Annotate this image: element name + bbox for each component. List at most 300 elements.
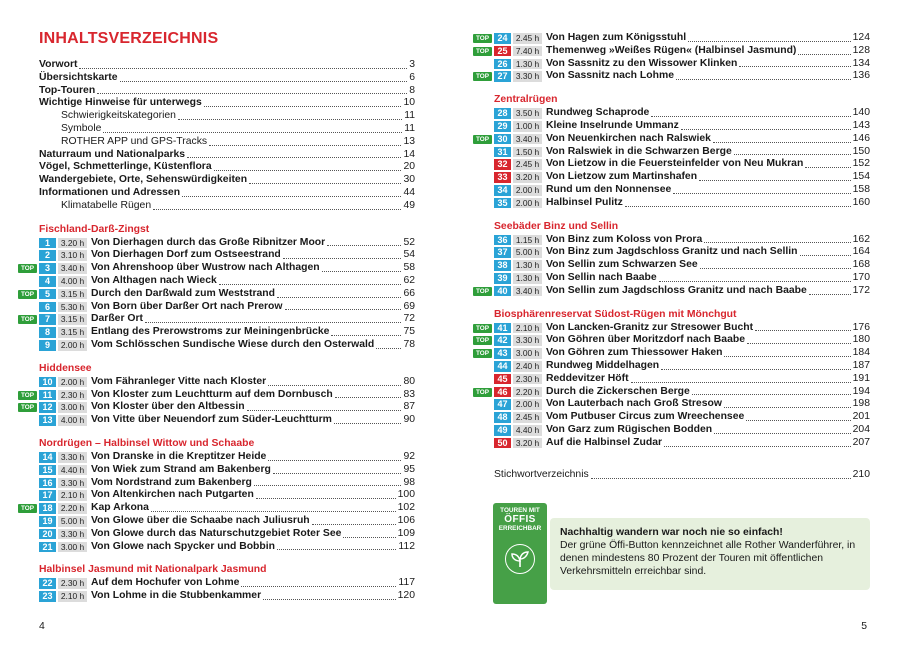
tour-duration: 3.30 h (513, 335, 542, 346)
tour-row[interactable] (475, 44, 870, 58)
toc-label: Top-Touren (39, 84, 96, 96)
tour-page: 102 (397, 502, 415, 514)
tour-page: 204 (852, 423, 870, 435)
section-title: Zentralrügen (494, 94, 558, 106)
toc-page: 11 (404, 110, 415, 122)
tour-number: 6 (39, 302, 56, 313)
tour-name: Von Dierhagen Dorf zum Ostseestrand (91, 249, 281, 261)
tour-page: 187 (852, 359, 870, 371)
tour-duration: 4.40 h (58, 465, 87, 476)
leader-dots (263, 599, 396, 600)
toc-label: Übersichtskarte (39, 71, 118, 83)
leader-dots (312, 524, 396, 525)
tour-row[interactable] (494, 360, 870, 373)
tour-name: Von Binz zum Jagdschloss Granitz und nach Sellin (546, 246, 798, 258)
tour-row[interactable] (39, 515, 415, 528)
tour-page: 152 (852, 158, 870, 170)
tour-page: 54 (403, 249, 415, 261)
tour-duration: 3.20 h (58, 238, 87, 249)
leader-dots (254, 485, 402, 486)
leader-dots (204, 106, 402, 107)
top-badge: TOP (18, 290, 37, 299)
tour-page: 83 (403, 388, 415, 400)
leader-dots (151, 511, 396, 512)
leader-dots (343, 537, 395, 538)
tour-name: Von Göhren über Moritzdorf nach Baabe (546, 334, 745, 346)
tour-page: 109 (397, 527, 415, 539)
toc-row[interactable] (39, 97, 415, 110)
tour-number: 17 (39, 490, 56, 501)
tour-page: 207 (852, 436, 870, 448)
leader-dots (97, 93, 407, 94)
tour-page: 112 (398, 540, 415, 552)
leader-dots (800, 255, 851, 256)
tour-number: 19 (39, 516, 56, 527)
top-badge: TOP (473, 47, 492, 56)
top-badge: TOP (473, 34, 492, 43)
leader-dots (631, 382, 851, 383)
tour-page: 158 (852, 183, 870, 195)
tour-name: Von Neuenkirchen nach Ralswiek (546, 132, 711, 144)
tour-duration: 1.00 h (513, 121, 542, 132)
tour-page: 52 (403, 236, 415, 248)
tour-row[interactable] (494, 184, 870, 197)
toc-page: 13 (403, 135, 415, 147)
tour-row[interactable] (494, 197, 870, 210)
tour-row[interactable] (39, 451, 415, 464)
tour-name: Von Sellin zum Schwarzen See (546, 259, 698, 271)
leader-dots (746, 420, 850, 421)
tour-number: 44 (494, 361, 511, 372)
oeffi-line1: TOUREN MIT (500, 507, 540, 514)
leader-dots (798, 54, 850, 55)
tour-number: 41 (494, 323, 511, 334)
tour-page: 58 (403, 262, 415, 274)
toc-row[interactable] (39, 123, 415, 136)
leader-dots (805, 167, 850, 168)
leader-dots (692, 394, 851, 395)
tour-name: Von Lohme in die Stubbenkammer (91, 590, 262, 602)
tour-duration: 2.40 h (513, 361, 542, 372)
tour-name: Kleine Inselrunde Ummanz (546, 119, 679, 131)
leader-dots (747, 343, 851, 344)
tour-row[interactable] (39, 528, 415, 541)
tour-row[interactable] (494, 259, 870, 272)
tour-number: 48 (494, 412, 511, 423)
leader-dots (283, 258, 402, 259)
tour-name: Von Glowe nach Spycker und Bobbin (91, 540, 275, 552)
tour-row[interactable] (494, 58, 870, 71)
tour-page: 90 (403, 414, 415, 426)
leader-dots (651, 116, 850, 117)
tour-name: Von Kloster zum Leuchtturm auf dem Dornbusch (91, 388, 333, 400)
tour-name: Themenweg »Weißes Rügen« (Halbinsel Jasmund) (546, 44, 797, 56)
leader-dots (661, 369, 851, 370)
leader-dots (591, 478, 851, 479)
tour-name: Von Ahrenshoop über Wustrow nach Althagen (91, 262, 320, 274)
section-gap (494, 210, 870, 220)
tour-row[interactable] (494, 158, 870, 171)
leader-dots (699, 180, 851, 181)
leader-dots (625, 206, 851, 207)
tour-name: Rundweg Schaprode (546, 107, 650, 119)
tour-page: 172 (852, 284, 870, 296)
toc-page: 11 (404, 122, 415, 134)
tour-page: 62 (403, 274, 415, 286)
tour-row[interactable] (39, 249, 415, 262)
oeffi-line2: ÖFFIS (504, 514, 536, 525)
tour-number: 46 (494, 387, 511, 398)
tour-row[interactable] (494, 171, 870, 184)
leader-dots (322, 271, 402, 272)
leader-dots (182, 196, 401, 197)
toc-title: INHALTSVERZEICHNIS (39, 30, 219, 47)
tour-page: 134 (852, 57, 870, 69)
toc-label: Wandergebiete, Orte, Sehenswürdigkeiten (39, 174, 248, 186)
leader-dots (659, 281, 851, 282)
tour-row[interactable] (20, 388, 415, 402)
tour-number: 16 (39, 478, 56, 489)
top-badge: TOP (18, 264, 37, 273)
tour-name: Von Althagen nach Wieck (91, 274, 217, 286)
tour-name: Von Sellin nach Baabe (546, 271, 657, 283)
tour-number: 25 (494, 46, 511, 57)
section-title: Fischland-Darß-Zingst (39, 223, 150, 235)
tour-page: 160 (852, 196, 870, 208)
tour-row[interactable] (39, 339, 415, 352)
tour-duration: 3.15 h (58, 327, 87, 338)
tour-duration: 4.40 h (513, 425, 542, 436)
tour-row[interactable] (39, 376, 415, 389)
tour-duration: 2.00 h (58, 377, 87, 388)
tour-page: 164 (852, 246, 870, 258)
top-badge: TOP (473, 349, 492, 358)
tour-row[interactable] (20, 287, 415, 301)
tour-row[interactable] (20, 502, 415, 515)
page-number-left: 4 (39, 621, 45, 632)
leader-dots (103, 132, 402, 133)
tour-page: 75 (403, 326, 415, 338)
tour-row[interactable] (20, 401, 415, 414)
top-badge: TOP (473, 72, 492, 81)
tour-name: Halbinsel Pulitz (546, 196, 623, 208)
tour-number: 38 (494, 260, 511, 271)
toc-row[interactable] (39, 136, 415, 149)
tour-name: Durch die Zickerschen Berge (546, 385, 690, 397)
tour-page: 184 (852, 347, 870, 359)
tour-number: 12 (39, 402, 56, 413)
top-badge: TOP (18, 391, 37, 400)
tour-row[interactable] (494, 234, 870, 247)
leader-dots (755, 330, 851, 331)
tour-row[interactable] (475, 132, 870, 146)
toc-row[interactable] (39, 110, 415, 123)
tour-number: 24 (494, 33, 511, 44)
tour-page: 117 (398, 577, 415, 589)
tour-page: 95 (403, 463, 415, 475)
tour-page: 191 (852, 372, 870, 384)
tour-page: 180 (852, 334, 870, 346)
leader-dots (249, 183, 401, 184)
tour-page: 168 (852, 259, 870, 271)
tour-duration: 1.50 h (513, 147, 542, 158)
tour-name: Von Dierhagen durch das Große Ribnitzer Moor (91, 236, 326, 248)
leader-dots (277, 549, 396, 550)
tour-page: 201 (852, 411, 870, 423)
tour-row[interactable] (475, 70, 870, 83)
tour-duration: 3.50 h (513, 108, 542, 119)
leader-dots (335, 397, 402, 398)
info-text: Der grüne Öffi-Button kennzeichnet alle Rother Wanderführer, in denen mindestens 80 Prozent der Touren mit öffentlichen Verkehrsmitteln erreichbar sind. (560, 540, 856, 577)
tour-row[interactable] (39, 489, 415, 502)
top-badge: TOP (473, 287, 492, 296)
tour-number: 35 (494, 198, 511, 209)
tour-name: Von Altenkirchen nach Putgarten (91, 489, 254, 501)
index-page: 210 (852, 469, 870, 480)
top-badge: TOP (473, 388, 492, 397)
toc-page: 10 (403, 97, 415, 109)
tour-page: 72 (403, 313, 415, 325)
tour-name: Vom Fähranleger Vitte nach Kloster (91, 375, 267, 387)
tour-row[interactable] (20, 262, 415, 275)
tour-row[interactable] (494, 246, 870, 259)
tour-row[interactable] (494, 437, 870, 450)
tour-row[interactable] (475, 321, 870, 335)
tour-name: Von Glowe über die Schaabe nach Juliusruh (91, 514, 310, 526)
tour-name: Auf dem Hochufer von Lohme (91, 577, 240, 589)
tour-name: Durch den Darßwald zum Weststrand (91, 287, 275, 299)
leader-dots (256, 498, 396, 499)
section-title: Hiddensee (39, 362, 92, 374)
leader-dots (681, 129, 851, 130)
leader-dots (247, 410, 402, 411)
tour-page: 80 (403, 375, 415, 387)
right-toc (475, 32, 870, 450)
tour-duration: 2.30 h (513, 374, 542, 385)
toc-row[interactable] (39, 187, 415, 200)
section-gap (494, 298, 870, 308)
tour-number: 3 (39, 263, 56, 274)
leader-dots (739, 66, 850, 67)
tour-duration: 7.40 h (513, 46, 542, 57)
tour-row[interactable] (39, 541, 415, 554)
tour-duration: 2.00 h (513, 185, 542, 196)
leader-dots (214, 170, 402, 171)
tour-row[interactable] (39, 414, 415, 427)
tour-row[interactable] (20, 313, 415, 326)
tour-page: 106 (397, 514, 415, 526)
toc-page: 8 (409, 84, 415, 96)
tour-duration: 3.30 h (513, 71, 542, 82)
leader-dots (688, 41, 851, 42)
tour-name: Auf die Halbinsel Zudar (546, 436, 663, 448)
leader-dots (676, 79, 851, 80)
tour-page: 136 (852, 70, 870, 82)
section-title: Biosphärenreservat Südost-Rügen mit Mönchgut (494, 308, 737, 320)
tour-name: Von Vitte über Neuendorf zum Süder-Leuchtturm (91, 414, 332, 426)
tour-duration: 3.10 h (58, 250, 87, 261)
tour-duration: 2.30 h (58, 578, 87, 589)
tour-duration: 2.10 h (513, 323, 542, 334)
tour-row[interactable] (475, 334, 870, 347)
leader-dots (331, 335, 401, 336)
toc-row[interactable] (39, 161, 415, 174)
tour-name: Vom Schlösschen Sundische Wiese durch den Osterwald (91, 338, 375, 350)
toc-label: ROTHER APP und GPS-Tracks (61, 135, 208, 147)
tour-row[interactable] (494, 398, 870, 411)
leader-dots (334, 423, 402, 424)
tour-name: Von Göhren zum Thiessower Haken (546, 347, 723, 359)
tour-duration: 3.20 h (513, 172, 542, 183)
section-title: Halbinsel Jasmund mit Nationalpark Jasmund (39, 564, 267, 576)
section-gap (39, 213, 415, 223)
tour-name: Von Sassnitz zu den Wissower Klinken (546, 57, 738, 69)
tour-number: 1 (39, 238, 56, 249)
tour-page: 128 (852, 44, 870, 56)
tour-row[interactable] (475, 32, 870, 45)
tour-duration: 2.00 h (58, 340, 87, 351)
leader-dots (704, 242, 850, 243)
section-title: Seebäder Binz und Sellin (494, 220, 619, 232)
right-page (455, 0, 909, 648)
tour-duration: 2.00 h (513, 399, 542, 410)
tour-number: 26 (494, 59, 511, 70)
tour-row[interactable] (494, 373, 870, 386)
tour-row[interactable] (39, 301, 415, 314)
tour-page: 69 (403, 300, 415, 312)
tour-number: 10 (39, 377, 56, 388)
tour-number: 11 (39, 390, 56, 401)
tour-row[interactable] (494, 120, 870, 133)
tour-number: 50 (494, 438, 511, 449)
tour-duration: 4.00 h (58, 415, 87, 426)
tour-duration: 5.00 h (513, 247, 542, 258)
tour-name: Von Garz zum Rügischen Bodden (546, 423, 713, 435)
tour-name: Von Wiek zum Strand am Bakenberg (91, 463, 271, 475)
tour-page: 120 (397, 590, 415, 602)
tour-duration: 3.30 h (58, 452, 87, 463)
leader-dots (734, 154, 851, 155)
tour-row[interactable] (494, 272, 870, 285)
toc-label: Informationen und Adressen (39, 186, 181, 198)
info-headline: Nachhaltig wandern war noch nie so einfach! (560, 527, 783, 538)
top-badge: TOP (18, 403, 37, 412)
tour-row[interactable] (39, 326, 415, 339)
tour-name: Von Lancken-Granitz zur Stresower Bucht (546, 321, 754, 333)
tour-duration: 3.20 h (513, 438, 542, 449)
tour-number: 8 (39, 327, 56, 338)
toc-page: 49 (403, 199, 415, 211)
tour-page: 146 (852, 132, 870, 144)
tour-duration: 1.30 h (513, 59, 542, 70)
tour-duration: 2.20 h (513, 387, 542, 398)
leader-dots (241, 586, 396, 587)
toc-row[interactable] (39, 59, 415, 72)
tour-row[interactable] (494, 107, 870, 120)
left-page (0, 0, 454, 648)
leader-dots (285, 309, 402, 310)
leader-dots (664, 446, 851, 447)
tour-duration: 3.40 h (58, 263, 87, 274)
tour-row[interactable] (494, 146, 870, 159)
top-badge: TOP (18, 504, 37, 513)
tour-number: 27 (494, 71, 511, 82)
tour-duration: 2.45 h (513, 159, 542, 170)
toc-row[interactable] (39, 149, 415, 162)
toc-page: 20 (403, 161, 415, 173)
leader-dots (153, 209, 401, 210)
top-badge: TOP (473, 135, 492, 144)
tour-name: Von Sellin zum Jagdschloss Granitz und nach Baabe (546, 284, 807, 296)
toc-label: Vögel, Schmetterlinge, Küstenflora (39, 161, 212, 173)
tour-duration: 3.30 h (58, 529, 87, 540)
tour-name: Von Kloster über den Altbessin (91, 401, 245, 413)
tour-row[interactable] (39, 577, 415, 590)
tour-row[interactable] (494, 411, 870, 424)
tour-duration: 5.00 h (58, 516, 87, 527)
tour-name: Reddevitzer Höft (546, 372, 629, 384)
tour-row[interactable] (475, 284, 870, 298)
tour-page: 154 (852, 171, 870, 183)
index-row[interactable] (494, 469, 870, 482)
tour-duration: 5.30 h (58, 302, 87, 313)
tour-row[interactable] (494, 424, 870, 437)
toc-row[interactable] (39, 85, 415, 98)
tour-number: 43 (494, 348, 511, 359)
tour-row[interactable] (475, 385, 870, 399)
leader-dots (178, 119, 402, 120)
toc-label: Schwierigkeitskategorien (61, 110, 176, 122)
tour-page: 198 (852, 398, 870, 410)
oeffi-badge (493, 503, 547, 604)
tour-duration: 3.15 h (58, 289, 87, 300)
tour-row[interactable] (475, 347, 870, 360)
leader-dots (700, 268, 851, 269)
leader-dots (120, 81, 408, 82)
tour-page: 92 (403, 450, 415, 462)
tour-row[interactable] (39, 590, 415, 603)
tour-number: 30 (494, 134, 511, 145)
tour-duration: 2.10 h (58, 591, 87, 602)
tour-name: Von Lietzow in die Feuersteinfelder von Neu Mukran (546, 158, 804, 170)
leader-dots (713, 142, 851, 143)
tour-page: 162 (852, 233, 870, 245)
tour-page: 140 (852, 107, 870, 119)
tour-number: 18 (39, 503, 56, 514)
tour-page: 66 (403, 287, 415, 299)
tour-row[interactable] (39, 464, 415, 477)
tour-number: 42 (494, 335, 511, 346)
tour-row[interactable] (39, 477, 415, 490)
toc-row[interactable] (39, 200, 415, 213)
tour-name: Von Lietzow zum Martinshafen (546, 171, 698, 183)
toc-row[interactable] (39, 72, 415, 85)
toc-row[interactable] (39, 174, 415, 187)
tour-number: 5 (39, 289, 56, 300)
tour-page: 170 (852, 271, 870, 283)
tour-name: Von Born über Darßer Ort nach Prerow (91, 300, 283, 312)
tour-row[interactable] (39, 237, 415, 250)
tour-number: 15 (39, 465, 56, 476)
tour-page: 100 (397, 489, 415, 501)
left-toc (20, 59, 415, 603)
tour-number: 29 (494, 121, 511, 132)
tour-row[interactable] (39, 275, 415, 288)
tour-number: 23 (39, 591, 56, 602)
tour-number: 49 (494, 425, 511, 436)
tour-number: 47 (494, 399, 511, 410)
section-gap (39, 553, 415, 563)
